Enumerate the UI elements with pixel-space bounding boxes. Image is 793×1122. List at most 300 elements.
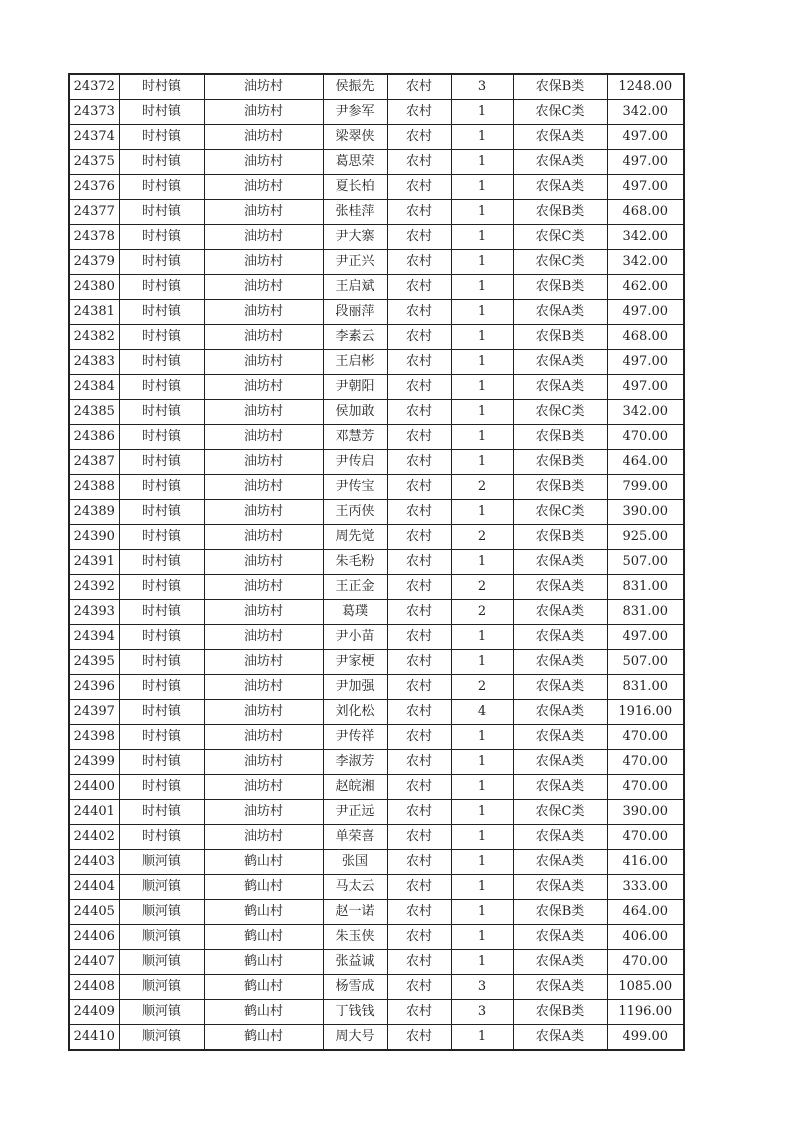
- name-cell: 夏长柏: [323, 175, 387, 200]
- area-type-cell: 农村: [387, 450, 451, 475]
- area-type-cell: 农村: [387, 150, 451, 175]
- area-type-cell: 农村: [387, 375, 451, 400]
- record-id-cell: 24389: [69, 500, 119, 525]
- area-type-cell: 农村: [387, 625, 451, 650]
- record-id-cell: 24401: [69, 800, 119, 825]
- insurance-category-cell: 农保A类: [513, 675, 607, 700]
- record-id-cell: 24409: [69, 1000, 119, 1025]
- town-cell: 时村镇: [119, 150, 204, 175]
- insurance-category-cell: 农保A类: [513, 925, 607, 950]
- household-size-cell: 3: [451, 1000, 513, 1025]
- area-type-cell: 农村: [387, 875, 451, 900]
- name-cell: 张国: [323, 850, 387, 875]
- table-row: [69, 300, 684, 325]
- village-cell: 油坊村: [204, 74, 323, 100]
- name-cell: 刘化松: [323, 700, 387, 725]
- table-row: [69, 950, 684, 975]
- insurance-category-cell: 农保A类: [513, 1025, 607, 1051]
- amount-cell: 831.00: [607, 575, 684, 600]
- amount-cell: 470.00: [607, 825, 684, 850]
- household-size-cell: 1: [451, 300, 513, 325]
- name-cell: 朱玉侠: [323, 925, 387, 950]
- name-cell: 侯振先: [323, 74, 387, 100]
- insurance-category-cell: 农保A类: [513, 725, 607, 750]
- town-cell: 时村镇: [119, 500, 204, 525]
- record-id-cell: 24394: [69, 625, 119, 650]
- household-size-cell: 2: [451, 575, 513, 600]
- amount-cell: 470.00: [607, 950, 684, 975]
- amount-cell: 470.00: [607, 425, 684, 450]
- town-cell: 时村镇: [119, 300, 204, 325]
- insurance-category-cell: 农保C类: [513, 100, 607, 125]
- village-cell: 油坊村: [204, 375, 323, 400]
- amount-cell: 470.00: [607, 750, 684, 775]
- town-cell: 时村镇: [119, 250, 204, 275]
- amount-cell: 390.00: [607, 500, 684, 525]
- area-type-cell: 农村: [387, 175, 451, 200]
- town-cell: 顺河镇: [119, 950, 204, 975]
- area-type-cell: 农村: [387, 74, 451, 100]
- town-cell: 时村镇: [119, 675, 204, 700]
- insurance-category-cell: 农保A类: [513, 300, 607, 325]
- area-type-cell: 农村: [387, 500, 451, 525]
- insurance-category-cell: 农保B类: [513, 450, 607, 475]
- area-type-cell: 农村: [387, 775, 451, 800]
- record-id-cell: 24404: [69, 875, 119, 900]
- record-id-cell: 24374: [69, 125, 119, 150]
- name-cell: 邓慧芳: [323, 425, 387, 450]
- village-cell: 油坊村: [204, 325, 323, 350]
- village-cell: 油坊村: [204, 625, 323, 650]
- insurance-category-cell: 农保A类: [513, 625, 607, 650]
- area-type-cell: 农村: [387, 100, 451, 125]
- name-cell: 段丽萍: [323, 300, 387, 325]
- name-cell: 赵皖湘: [323, 775, 387, 800]
- town-cell: 时村镇: [119, 575, 204, 600]
- village-cell: 油坊村: [204, 550, 323, 575]
- household-size-cell: 1: [451, 725, 513, 750]
- area-type-cell: 农村: [387, 400, 451, 425]
- household-size-cell: 1: [451, 375, 513, 400]
- village-cell: 油坊村: [204, 175, 323, 200]
- insurance-category-cell: 农保A类: [513, 175, 607, 200]
- village-cell: 油坊村: [204, 575, 323, 600]
- household-size-cell: 1: [451, 250, 513, 275]
- village-cell: 鹤山村: [204, 850, 323, 875]
- name-cell: 赵一诺: [323, 900, 387, 925]
- amount-cell: 497.00: [607, 375, 684, 400]
- name-cell: 李淑芳: [323, 750, 387, 775]
- town-cell: 时村镇: [119, 800, 204, 825]
- village-cell: 油坊村: [204, 475, 323, 500]
- insurance-category-cell: 农保A类: [513, 975, 607, 1000]
- amount-cell: 497.00: [607, 125, 684, 150]
- table-row: [69, 850, 684, 875]
- record-id-cell: 24387: [69, 450, 119, 475]
- record-id-cell: 24373: [69, 100, 119, 125]
- amount-cell: 831.00: [607, 675, 684, 700]
- table-row: [69, 325, 684, 350]
- amount-cell: 831.00: [607, 600, 684, 625]
- insurance-category-cell: 农保A类: [513, 350, 607, 375]
- insurance-category-cell: 农保A类: [513, 875, 607, 900]
- household-size-cell: 1: [451, 125, 513, 150]
- table-row: [69, 800, 684, 825]
- household-size-cell: 3: [451, 74, 513, 100]
- record-id-cell: 24393: [69, 600, 119, 625]
- table-row: [69, 175, 684, 200]
- household-size-cell: 1: [451, 450, 513, 475]
- area-type-cell: 农村: [387, 225, 451, 250]
- village-cell: 油坊村: [204, 450, 323, 475]
- village-cell: 油坊村: [204, 700, 323, 725]
- record-id-cell: 24410: [69, 1025, 119, 1051]
- record-id-cell: 24402: [69, 825, 119, 850]
- area-type-cell: 农村: [387, 725, 451, 750]
- insurance-category-cell: 农保A类: [513, 850, 607, 875]
- village-cell: 油坊村: [204, 800, 323, 825]
- amount-cell: 468.00: [607, 325, 684, 350]
- town-cell: 时村镇: [119, 125, 204, 150]
- table-row: [69, 275, 684, 300]
- town-cell: 顺河镇: [119, 1025, 204, 1051]
- name-cell: 尹小苗: [323, 625, 387, 650]
- name-cell: 尹朝阳: [323, 375, 387, 400]
- area-type-cell: 农村: [387, 750, 451, 775]
- household-size-cell: 4: [451, 700, 513, 725]
- amount-cell: 464.00: [607, 450, 684, 475]
- insurance-category-cell: 农保A类: [513, 825, 607, 850]
- insurance-category-cell: 农保B类: [513, 475, 607, 500]
- household-size-cell: 1: [451, 650, 513, 675]
- record-id-cell: 24398: [69, 725, 119, 750]
- table-row: [69, 225, 684, 250]
- name-cell: 尹加强: [323, 675, 387, 700]
- household-size-cell: 1: [451, 625, 513, 650]
- village-cell: 油坊村: [204, 300, 323, 325]
- village-cell: 油坊村: [204, 350, 323, 375]
- record-id-cell: 24395: [69, 650, 119, 675]
- area-type-cell: 农村: [387, 550, 451, 575]
- town-cell: 时村镇: [119, 725, 204, 750]
- table-row: [69, 750, 684, 775]
- insurance-category-cell: 农保C类: [513, 400, 607, 425]
- name-cell: 丁钱钱: [323, 1000, 387, 1025]
- amount-cell: 470.00: [607, 775, 684, 800]
- household-size-cell: 2: [451, 675, 513, 700]
- name-cell: 尹正远: [323, 800, 387, 825]
- town-cell: 顺河镇: [119, 850, 204, 875]
- village-cell: 鹤山村: [204, 1025, 323, 1051]
- village-cell: 油坊村: [204, 750, 323, 775]
- town-cell: 顺河镇: [119, 975, 204, 1000]
- insurance-category-cell: 农保A类: [513, 600, 607, 625]
- town-cell: 时村镇: [119, 625, 204, 650]
- amount-cell: 464.00: [607, 900, 684, 925]
- record-id-cell: 24408: [69, 975, 119, 1000]
- record-id-cell: 24377: [69, 200, 119, 225]
- village-cell: 鹤山村: [204, 950, 323, 975]
- name-cell: 张桂萍: [323, 200, 387, 225]
- area-type-cell: 农村: [387, 825, 451, 850]
- record-id-cell: 24396: [69, 675, 119, 700]
- household-size-cell: 1: [451, 500, 513, 525]
- table-row: [69, 425, 684, 450]
- amount-cell: 497.00: [607, 625, 684, 650]
- record-id-cell: 24386: [69, 425, 119, 450]
- amount-cell: 497.00: [607, 350, 684, 375]
- area-type-cell: 农村: [387, 925, 451, 950]
- table-row: [69, 450, 684, 475]
- area-type-cell: 农村: [387, 1025, 451, 1051]
- insurance-category-cell: 农保C类: [513, 800, 607, 825]
- village-cell: 油坊村: [204, 275, 323, 300]
- village-cell: 油坊村: [204, 775, 323, 800]
- area-type-cell: 农村: [387, 425, 451, 450]
- table-row: [69, 375, 684, 400]
- town-cell: 时村镇: [119, 425, 204, 450]
- table-row: [69, 100, 684, 125]
- table-row: [69, 250, 684, 275]
- household-size-cell: 1: [451, 200, 513, 225]
- table-row: [69, 400, 684, 425]
- table-row: [69, 200, 684, 225]
- table-row: [69, 1025, 684, 1051]
- name-cell: 朱毛粉: [323, 550, 387, 575]
- record-id-cell: 24378: [69, 225, 119, 250]
- household-size-cell: 1: [451, 100, 513, 125]
- amount-cell: 468.00: [607, 200, 684, 225]
- household-size-cell: 1: [451, 925, 513, 950]
- area-type-cell: 农村: [387, 850, 451, 875]
- town-cell: 顺河镇: [119, 900, 204, 925]
- town-cell: 时村镇: [119, 275, 204, 300]
- amount-cell: 1196.00: [607, 1000, 684, 1025]
- area-type-cell: 农村: [387, 600, 451, 625]
- town-cell: 时村镇: [119, 600, 204, 625]
- area-type-cell: 农村: [387, 700, 451, 725]
- insurance-category-cell: 农保A类: [513, 375, 607, 400]
- area-type-cell: 农村: [387, 250, 451, 275]
- village-cell: 油坊村: [204, 225, 323, 250]
- name-cell: 尹正兴: [323, 250, 387, 275]
- record-id-cell: 24372: [69, 74, 119, 100]
- area-type-cell: 农村: [387, 800, 451, 825]
- table-row: [69, 475, 684, 500]
- village-cell: 油坊村: [204, 100, 323, 125]
- village-cell: 油坊村: [204, 150, 323, 175]
- name-cell: 尹大寨: [323, 225, 387, 250]
- town-cell: 时村镇: [119, 450, 204, 475]
- village-cell: 油坊村: [204, 125, 323, 150]
- table-row: [69, 550, 684, 575]
- name-cell: 王丙侠: [323, 500, 387, 525]
- amount-cell: 497.00: [607, 300, 684, 325]
- name-cell: 尹家梗: [323, 650, 387, 675]
- area-type-cell: 农村: [387, 675, 451, 700]
- area-type-cell: 农村: [387, 525, 451, 550]
- table-row: [69, 675, 684, 700]
- village-cell: 油坊村: [204, 650, 323, 675]
- amount-cell: 799.00: [607, 475, 684, 500]
- amount-cell: 470.00: [607, 725, 684, 750]
- town-cell: 时村镇: [119, 400, 204, 425]
- village-cell: 鹤山村: [204, 900, 323, 925]
- village-cell: 油坊村: [204, 825, 323, 850]
- area-type-cell: 农村: [387, 300, 451, 325]
- household-size-cell: 1: [451, 775, 513, 800]
- household-size-cell: 1: [451, 550, 513, 575]
- name-cell: 王正金: [323, 575, 387, 600]
- table-row: [69, 74, 684, 100]
- record-id-cell: 24403: [69, 850, 119, 875]
- village-cell: 鹤山村: [204, 1000, 323, 1025]
- table-row: [69, 925, 684, 950]
- household-size-cell: 1: [451, 150, 513, 175]
- insurance-category-cell: 农保B类: [513, 200, 607, 225]
- household-size-cell: 1: [451, 800, 513, 825]
- record-id-cell: 24390: [69, 525, 119, 550]
- insurance-category-cell: 农保C类: [513, 250, 607, 275]
- insurance-category-cell: 农保A类: [513, 950, 607, 975]
- amount-cell: 497.00: [607, 175, 684, 200]
- record-id-cell: 24385: [69, 400, 119, 425]
- village-cell: 油坊村: [204, 600, 323, 625]
- amount-cell: 406.00: [607, 925, 684, 950]
- name-cell: 尹传宝: [323, 475, 387, 500]
- table-row: [69, 600, 684, 625]
- amount-cell: 1248.00: [607, 74, 684, 100]
- household-size-cell: 1: [451, 875, 513, 900]
- town-cell: 顺河镇: [119, 1000, 204, 1025]
- table-row: [69, 525, 684, 550]
- name-cell: 李素云: [323, 325, 387, 350]
- household-size-cell: 1: [451, 175, 513, 200]
- town-cell: 时村镇: [119, 200, 204, 225]
- amount-cell: 342.00: [607, 225, 684, 250]
- area-type-cell: 农村: [387, 475, 451, 500]
- table-row: [69, 900, 684, 925]
- amount-cell: 342.00: [607, 250, 684, 275]
- town-cell: 时村镇: [119, 175, 204, 200]
- record-id-cell: 24400: [69, 775, 119, 800]
- amount-cell: 342.00: [607, 400, 684, 425]
- table-row: [69, 825, 684, 850]
- insurance-category-cell: 农保A类: [513, 125, 607, 150]
- name-cell: 尹传祥: [323, 725, 387, 750]
- record-id-cell: 24379: [69, 250, 119, 275]
- record-id-cell: 24375: [69, 150, 119, 175]
- household-size-cell: 1: [451, 750, 513, 775]
- household-size-cell: 1: [451, 900, 513, 925]
- record-id-cell: 24388: [69, 475, 119, 500]
- village-cell: 油坊村: [204, 200, 323, 225]
- town-cell: 时村镇: [119, 525, 204, 550]
- household-size-cell: 1: [451, 350, 513, 375]
- amount-cell: 507.00: [607, 550, 684, 575]
- town-cell: 顺河镇: [119, 925, 204, 950]
- household-size-cell: 1: [451, 1025, 513, 1051]
- village-cell: 油坊村: [204, 425, 323, 450]
- table-row: [69, 350, 684, 375]
- amount-cell: 416.00: [607, 850, 684, 875]
- area-type-cell: 农村: [387, 350, 451, 375]
- table-row: [69, 725, 684, 750]
- amount-cell: 462.00: [607, 275, 684, 300]
- household-size-cell: 3: [451, 975, 513, 1000]
- town-cell: 时村镇: [119, 475, 204, 500]
- name-cell: 葛璞: [323, 600, 387, 625]
- insurance-category-cell: 农保A类: [513, 750, 607, 775]
- amount-cell: 499.00: [607, 1025, 684, 1051]
- amount-cell: 333.00: [607, 875, 684, 900]
- amount-cell: 390.00: [607, 800, 684, 825]
- name-cell: 单荣喜: [323, 825, 387, 850]
- town-cell: 时村镇: [119, 375, 204, 400]
- table-row: [69, 150, 684, 175]
- amount-cell: 497.00: [607, 150, 684, 175]
- insurance-category-cell: 农保A类: [513, 575, 607, 600]
- household-size-cell: 1: [451, 400, 513, 425]
- area-type-cell: 农村: [387, 200, 451, 225]
- insurance-category-cell: 农保C类: [513, 225, 607, 250]
- village-cell: 鹤山村: [204, 925, 323, 950]
- insurance-category-cell: 农保A类: [513, 150, 607, 175]
- amount-cell: 342.00: [607, 100, 684, 125]
- insurance-category-cell: 农保A类: [513, 650, 607, 675]
- insurance-category-cell: 农保B类: [513, 425, 607, 450]
- insurance-category-cell: 农保B类: [513, 275, 607, 300]
- record-id-cell: 24391: [69, 550, 119, 575]
- area-type-cell: 农村: [387, 900, 451, 925]
- area-type-cell: 农村: [387, 975, 451, 1000]
- village-cell: 油坊村: [204, 500, 323, 525]
- records-table-body: [69, 74, 684, 1050]
- town-cell: 时村镇: [119, 700, 204, 725]
- area-type-cell: 农村: [387, 650, 451, 675]
- town-cell: 时村镇: [119, 350, 204, 375]
- village-cell: 鹤山村: [204, 875, 323, 900]
- name-cell: 周大号: [323, 1025, 387, 1051]
- insurance-category-cell: 农保B类: [513, 900, 607, 925]
- record-id-cell: 24382: [69, 325, 119, 350]
- area-type-cell: 农村: [387, 275, 451, 300]
- amount-cell: 1916.00: [607, 700, 684, 725]
- insurance-category-cell: 农保B类: [513, 325, 607, 350]
- table-row: [69, 775, 684, 800]
- record-id-cell: 24397: [69, 700, 119, 725]
- amount-cell: 507.00: [607, 650, 684, 675]
- table-row: [69, 575, 684, 600]
- name-cell: 葛思荣: [323, 150, 387, 175]
- table-row: [69, 975, 684, 1000]
- insurance-category-cell: 农保B类: [513, 525, 607, 550]
- record-id-cell: 24381: [69, 300, 119, 325]
- table-row: [69, 625, 684, 650]
- village-cell: 油坊村: [204, 675, 323, 700]
- area-type-cell: 农村: [387, 325, 451, 350]
- name-cell: 侯加敢: [323, 400, 387, 425]
- town-cell: 时村镇: [119, 325, 204, 350]
- household-size-cell: 2: [451, 525, 513, 550]
- area-type-cell: 农村: [387, 950, 451, 975]
- insurance-category-cell: 农保B类: [513, 74, 607, 100]
- table-row: [69, 875, 684, 900]
- village-cell: 油坊村: [204, 250, 323, 275]
- town-cell: 时村镇: [119, 750, 204, 775]
- household-size-cell: 2: [451, 600, 513, 625]
- household-size-cell: 2: [451, 475, 513, 500]
